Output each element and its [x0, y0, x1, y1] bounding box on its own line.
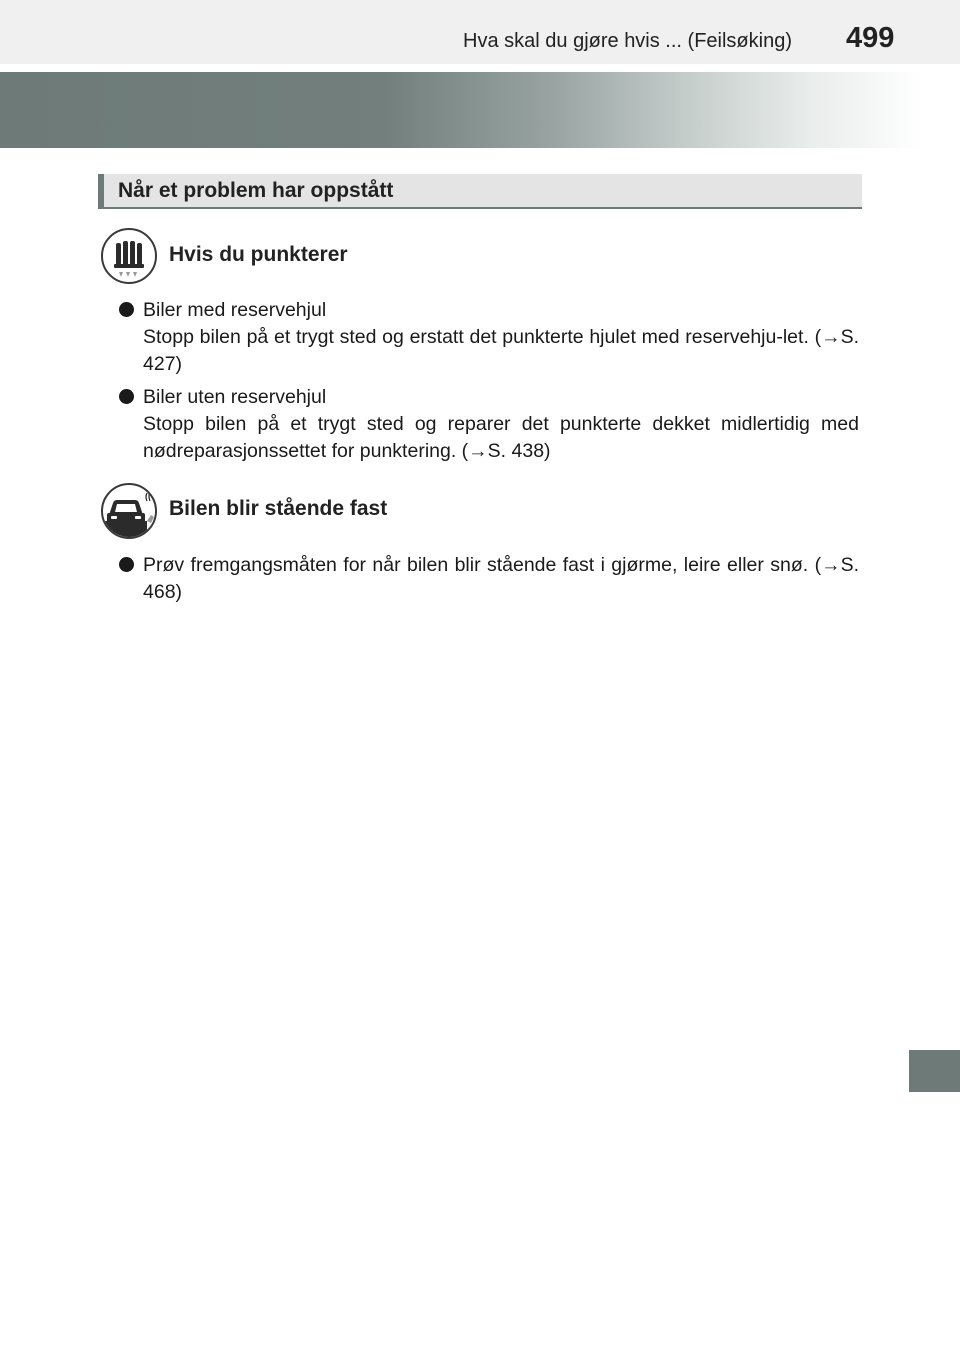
section-title: Når et problem har oppstått: [118, 179, 394, 202]
flat-tire-heading: Hvis du punkterer: [169, 243, 348, 266]
list-item: [119, 552, 859, 606]
list-item-body: Stopp bilen på et trygt sted og erstatt det punkterte hjulet med reservehju-let. (→S. 427): [143, 326, 859, 375]
flat-tire-icon: [101, 228, 157, 284]
page-number: 499: [846, 22, 895, 54]
stuck-vehicle-icon: [101, 483, 157, 539]
section-header: [98, 174, 862, 209]
list-item-title: Biler med reservehjul: [143, 299, 327, 321]
chapter-banner: [0, 72, 960, 148]
list-item-title: Biler uten reservehjul: [143, 386, 327, 408]
chapter-tab: [909, 1050, 960, 1092]
list-item: [119, 297, 859, 378]
list-item-body: Prøv fremgangsmåten for når bilen blir stående fast i gjørme, leire eller snø. (→S. 468): [143, 554, 859, 603]
list-item: [119, 384, 859, 465]
bullet-icon: [119, 389, 134, 404]
stuck-vehicle-heading: Bilen blir stående fast: [169, 497, 388, 520]
list-item-body: Stopp bilen på et trygt sted og reparer det punkterte dekket midlertidig med nødreparasjonssettet for punktering. (→S. 438): [143, 413, 859, 462]
bullet-icon: [119, 302, 134, 317]
chapter-title: Hva skal du gjøre hvis ... (Feilsøking): [463, 30, 792, 52]
bullet-icon: [119, 557, 134, 572]
